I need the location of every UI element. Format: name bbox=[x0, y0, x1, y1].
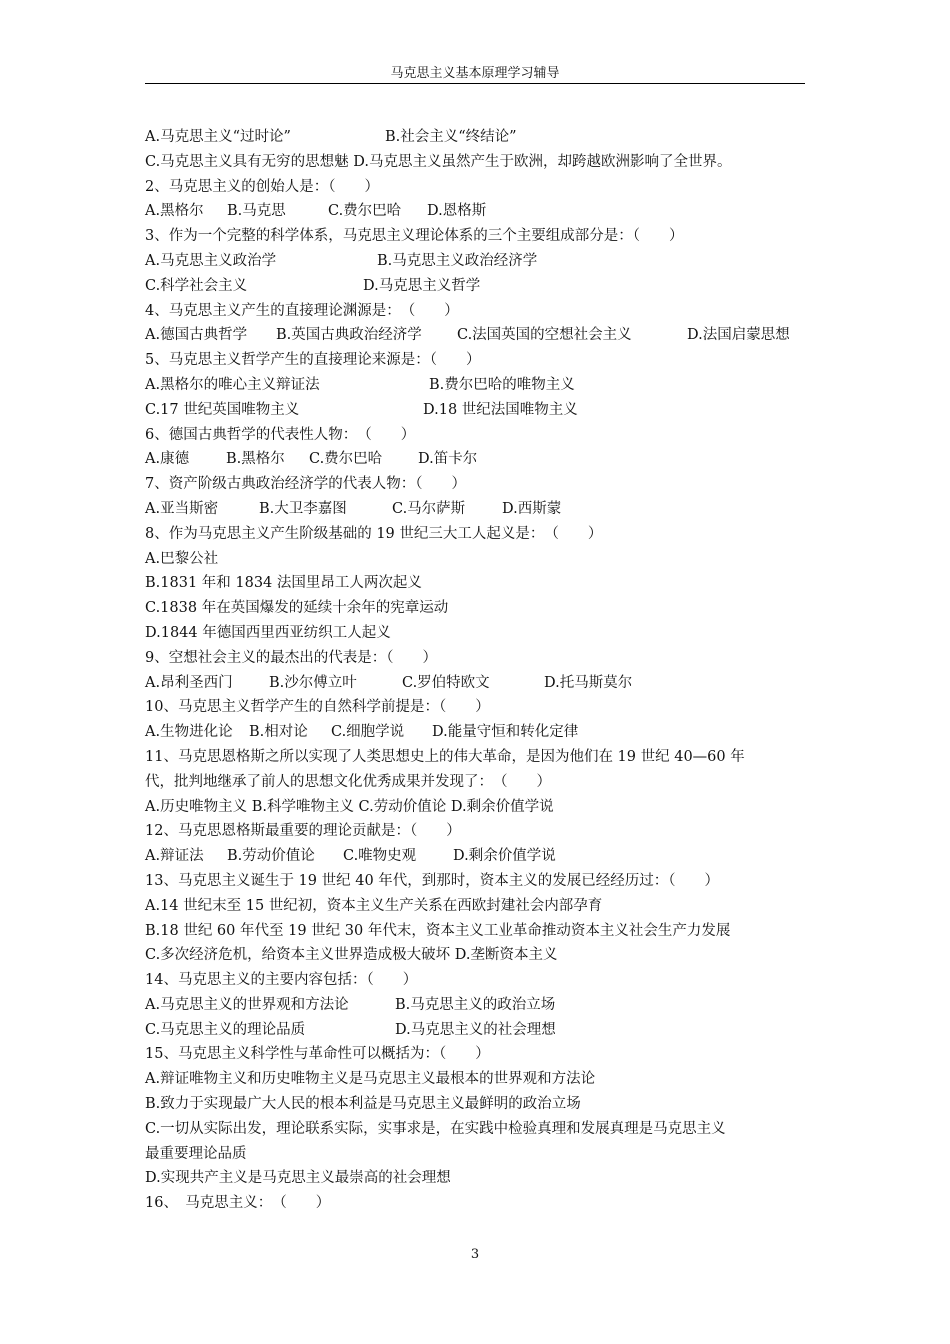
option-c: C.唯物史观 bbox=[343, 848, 417, 865]
option-a: A.生物进化论 bbox=[145, 724, 233, 741]
question-15: 15、马克思主义科学性与革命性可以概括为：（ ） bbox=[145, 1046, 490, 1063]
option-line: D.1844 年德国西里西亚纺织工人起义 bbox=[145, 624, 391, 641]
option-a: A.马克思主义“过时论” bbox=[145, 129, 291, 145]
question-11-cont: 代，批判地继承了前人的思想文化优秀成果并发现了： （ ） bbox=[145, 773, 551, 790]
option-line bbox=[145, 398, 825, 423]
question-4: 4、马克思主义产生的直接理论渊源是： （ ） bbox=[145, 302, 459, 319]
option-d: D.恩格斯 bbox=[427, 203, 487, 220]
option-c: C.马克思主义的理论品质 bbox=[145, 1021, 306, 1038]
option-b: B.马克思 bbox=[227, 203, 286, 220]
option-b: B.大卫李嘉图 bbox=[259, 500, 347, 517]
option-c: C.17 世纪英国唯物主义 bbox=[145, 401, 300, 418]
option-b: B.黑格尔 bbox=[226, 451, 285, 468]
option-line bbox=[145, 125, 825, 150]
option-a: A.辩证法 bbox=[145, 848, 204, 865]
option-line bbox=[145, 720, 825, 745]
option-d: D.西斯蒙 bbox=[502, 500, 562, 517]
option-c: C.法国英国的空想社会主义 bbox=[457, 327, 632, 344]
option-line bbox=[145, 249, 825, 274]
option-d: D.托马斯莫尔 bbox=[544, 674, 633, 691]
question-16: 16、 马克思主义： （ ） bbox=[145, 1195, 331, 1212]
option-line: C.一切从实际出发，理论联系实际，实事求是，在实践中检验真理和发展真理是马克思主义 bbox=[145, 1120, 726, 1137]
option-d: D.能量守恒和转化定律 bbox=[432, 724, 579, 741]
option-b: B.马克思主义政治经济学 bbox=[377, 252, 538, 269]
option-line bbox=[145, 844, 825, 869]
option-line-cont: 最重要理论品质 bbox=[145, 1145, 247, 1162]
question-9: 9、空想社会主义的最杰出的代表是：（ ） bbox=[145, 649, 437, 666]
option-a: A.亚当斯密 bbox=[145, 500, 219, 517]
option-c: C.马尔萨斯 bbox=[392, 500, 466, 517]
option-line bbox=[145, 447, 825, 472]
question-13: 13、马克思主义诞生于 19 世纪 40 年代，到那时，资本主义的发展已经经历过：（ ） bbox=[145, 872, 720, 889]
option-a: A.马克思主义的世界观和方法论 bbox=[145, 996, 349, 1013]
option-a: A.昂利圣西门 bbox=[145, 674, 233, 691]
question-7: 7、资产阶级古典政治经济学的代表人物：（ ） bbox=[145, 476, 466, 493]
option-b: B.费尔巴哈的唯物主义 bbox=[429, 376, 575, 393]
option-d: D.马克思主义的社会理想 bbox=[395, 1021, 556, 1038]
option-d: D.剩余价值学说 bbox=[453, 848, 556, 865]
page-content bbox=[145, 125, 825, 1216]
question-5: 5、马克思主义哲学产生的直接理论来源是：（ ） bbox=[145, 352, 481, 369]
option-a: A.德国古典哲学 bbox=[145, 327, 248, 344]
option-line bbox=[145, 199, 825, 224]
option-line: C.马克思主义具有无穷的思想魅 D.马克思主义虽然产生于欧洲，却跨越欧洲影响了全世界。 bbox=[145, 153, 732, 170]
option-line bbox=[145, 274, 825, 299]
question-11: 11、马克思恩格斯之所以实现了人类思想史上的伟大革命，是因为他们在 19 世纪 40—60 年 bbox=[145, 748, 745, 765]
option-b: B.沙尔傅立叶 bbox=[269, 674, 357, 691]
option-line: C.多次经济危机，给资本主义世界造成极大破坏 D.垄断资本主义 bbox=[145, 947, 558, 964]
option-line: B.18 世纪 60 年代至 19 世纪 30 年代末，资本主义工业革命推动资本主义社会生产力发展 bbox=[145, 922, 731, 939]
option-line: A.历史唯物主义 B.科学唯物主义 C.劳动价值论 D.剩余价值学说 bbox=[145, 798, 554, 815]
option-d: D.法国启蒙思想 bbox=[687, 327, 790, 344]
question-6: 6、德国古典哲学的代表性人物： （ ） bbox=[145, 426, 416, 443]
question-12: 12、马克思恩格斯最重要的理论贡献是：（ ） bbox=[145, 823, 461, 840]
option-line bbox=[145, 993, 825, 1018]
option-a: A.黑格尔 bbox=[145, 203, 204, 220]
option-line bbox=[145, 671, 825, 696]
option-c: C.罗伯特欧文 bbox=[402, 674, 490, 691]
option-b: B.英国古典政治经济学 bbox=[276, 327, 422, 344]
option-d: D.18 世纪法国唯物主义 bbox=[423, 401, 578, 418]
question-10: 10、马克思主义哲学产生的自然科学前提是：（ ） bbox=[145, 699, 490, 716]
option-a: A.黑格尔的唯心主义辩证法 bbox=[145, 376, 320, 393]
option-line: A.巴黎公社 bbox=[145, 550, 219, 567]
option-line: B.致力于实现最广大人民的根本利益是马克思主义最鲜明的政治立场 bbox=[145, 1096, 581, 1113]
option-d: D.笛卡尔 bbox=[418, 451, 478, 468]
option-line bbox=[145, 497, 825, 522]
option-b: B.马克思主义的政治立场 bbox=[395, 996, 556, 1013]
option-line: D.实现共产主义是马克思主义最崇高的社会理想 bbox=[145, 1170, 451, 1187]
option-c: C.科学社会主义 bbox=[145, 277, 248, 294]
header-rule bbox=[145, 83, 805, 84]
option-b: B.社会主义“终结论” bbox=[385, 129, 517, 145]
option-a: A.马克思主义政治学 bbox=[145, 252, 277, 269]
option-line: A.辩证唯物主义和历史唯物主义是马克思主义最根本的世界观和方法论 bbox=[145, 1071, 596, 1088]
option-c: C.细胞学说 bbox=[331, 724, 405, 741]
option-line bbox=[145, 1018, 825, 1043]
option-b: B.劳动价值论 bbox=[227, 848, 315, 865]
option-d: D.马克思主义哲学 bbox=[363, 277, 481, 294]
option-line: B.1831 年和 1834 法国里昂工人两次起义 bbox=[145, 575, 422, 592]
option-line: A.14 世纪末至 15 世纪初，资本主义生产关系在西欧封建社会内部孕育 bbox=[145, 897, 603, 914]
option-c: C.费尔巴哈 bbox=[309, 451, 383, 468]
question-3: 3、作为一个完整的科学体系，马克思主义理论体系的三个主要组成部分是：（ ） bbox=[145, 228, 684, 245]
question-14: 14、马克思主义的主要内容包括：（ ） bbox=[145, 972, 418, 989]
question-2: 2、马克思主义的创始人是：（ ） bbox=[145, 178, 379, 195]
option-b: B.相对论 bbox=[249, 724, 308, 741]
page-number: 3 bbox=[470, 1247, 480, 1262]
question-8: 8、作为马克思主义产生阶级基础的 19 世纪三大工人起义是： （ ） bbox=[145, 525, 603, 542]
option-c: C.费尔巴哈 bbox=[328, 203, 402, 220]
option-line bbox=[145, 323, 825, 348]
option-a: A.康德 bbox=[145, 451, 190, 468]
option-line: C.1838 年在英国爆发的延续十余年的宪章运动 bbox=[145, 600, 449, 617]
option-line bbox=[145, 373, 825, 398]
page-header-title: 马克思主义基本原理学习辅导 bbox=[390, 66, 560, 81]
